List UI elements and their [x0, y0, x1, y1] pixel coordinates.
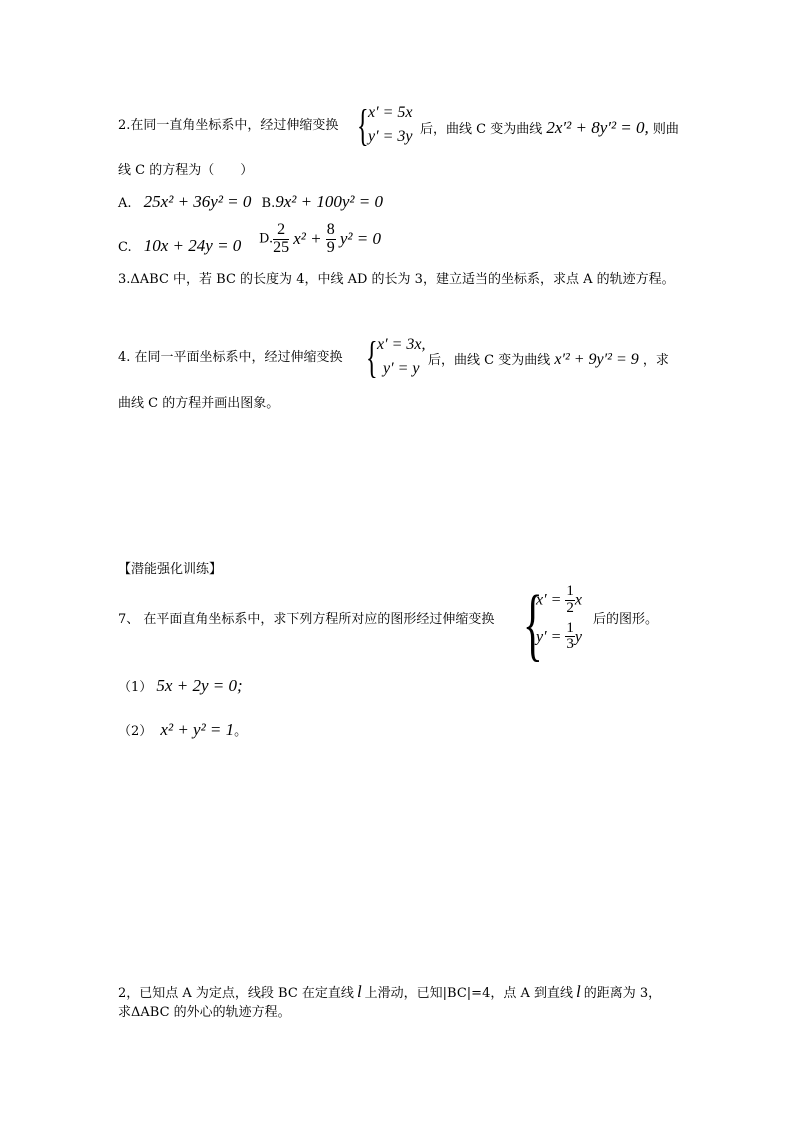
q2-brace: {	[357, 101, 369, 150]
q7-system	[536, 584, 582, 653]
q2-optD-frac2-num: 8	[326, 221, 335, 238]
q2b-l2: l	[576, 982, 581, 1001]
q7-prefix: 7、 在平面直角坐标系中，求下列方程所对应的图形经过伸缩变换	[118, 612, 495, 627]
q7-sys2-frac	[565, 621, 575, 654]
q2-optD-frac1	[273, 222, 289, 257]
q7-sys1-num: 1	[566, 583, 574, 599]
q7-sys1-lhs: x′ =	[536, 591, 562, 609]
q2b-line1	[118, 982, 661, 1002]
q2-optD-frac2	[326, 222, 336, 257]
section-title: 【潜能强化训练】	[118, 562, 223, 577]
q2-optB-label: B.	[261, 196, 276, 211]
q2b-line1-b: 上滑动，已知|BC|=4，点 A 到直线	[364, 986, 573, 1001]
q2b-line1-a: 2，已知点 A 为定点，线段 BC 在定直线	[118, 986, 354, 1001]
q2b-l1: l	[356, 982, 362, 1001]
q7-item2	[118, 720, 247, 740]
q2-line2: 线 C 的方程为（ ）	[118, 163, 254, 178]
q2-suffix	[420, 118, 679, 138]
q2-sys-line2: y′ = 3y	[368, 128, 413, 145]
q7-sys2-var: y	[574, 627, 583, 645]
q2-suffix-end: 则曲	[652, 122, 679, 137]
q3-text: 3.ΔABC 中，若 BC 的长度为 4，中线 AD 的长为 3，建立适当的坐标系，求点 A 的轨迹方程。	[118, 272, 675, 287]
q7-item1-label: （1）	[118, 680, 153, 695]
q7-sys2-den: 3	[566, 636, 574, 653]
q2-curve: 2x′² + 8y′² = 0,	[546, 118, 649, 137]
q7-sys1-var: x	[574, 591, 583, 609]
q7-item2-label: （2）	[118, 724, 153, 739]
q2-optD-end: y² = 0	[339, 229, 382, 249]
q7-suffix: 后的图形。	[593, 612, 659, 627]
q7-sys2-num: 1	[566, 619, 574, 636]
q2-optD-frac1-num: 2	[273, 222, 289, 240]
q4-sys-line1: x′ = 3x,	[377, 336, 426, 353]
q7-sys-line2	[536, 621, 582, 654]
q7-brace: {	[523, 578, 543, 669]
q4-suffix-text: 后，曲线 C 变为曲线	[428, 353, 551, 368]
q2-optD-mid: x² +	[293, 229, 322, 249]
q2-optA-label: A.	[118, 196, 132, 211]
q7-sys1-den: 2	[566, 599, 574, 616]
q7-item2-end: 。	[234, 724, 248, 739]
q2-system	[368, 104, 413, 146]
q2-option-d	[259, 222, 381, 257]
q7-sys2-lhs: y′ =	[536, 627, 562, 645]
q2-optD-label: D.	[259, 231, 274, 247]
q4-brace: {	[366, 333, 378, 382]
q2-optD-frac2-den: 9	[326, 238, 335, 256]
q2-sys-line1: x′ = 5x	[368, 104, 413, 121]
q4-sys-line2: y′ = y	[383, 360, 420, 377]
q2-optD-frac1-den: 25	[273, 238, 290, 256]
q7-item1	[118, 676, 243, 696]
q2-optA: 25x² + 36y² = 0	[143, 192, 252, 211]
q7-item2-eq: x² + y² = 1	[160, 720, 235, 739]
q7-sys-line1	[536, 584, 582, 617]
q4-suffix-end: ，求	[642, 353, 669, 368]
q7-item1-eq: 5x + 2y = 0;	[156, 676, 243, 695]
q2-suffix-text: 后，曲线 C 变为曲线	[420, 122, 543, 137]
q2-option-c	[118, 236, 241, 256]
q2b-line1-c: 的距离为 3，	[583, 986, 662, 1001]
q4-curve: x′² + 9y′² = 9	[554, 351, 639, 368]
q2-prefix: 2.在同一直角坐标系中，经过伸缩变换	[118, 118, 339, 133]
q7-sys1-frac	[565, 584, 575, 617]
q4-prefix: 4. 在同一平面坐标系中，经过伸缩变换	[118, 350, 343, 365]
q2-optC: 10x + 24y = 0	[143, 236, 242, 255]
q2b-line2: 求ΔABC 的外心的轨迹方程。	[118, 1005, 291, 1020]
q4-system	[377, 336, 426, 378]
q4-suffix	[428, 350, 669, 369]
q2-optC-label: C.	[118, 240, 132, 255]
q4-line2: 曲线 C 的方程并画出图象。	[118, 396, 280, 411]
q2-optB: 9x² + 100y² = 0	[275, 192, 383, 211]
q2-options-ab	[118, 192, 383, 212]
